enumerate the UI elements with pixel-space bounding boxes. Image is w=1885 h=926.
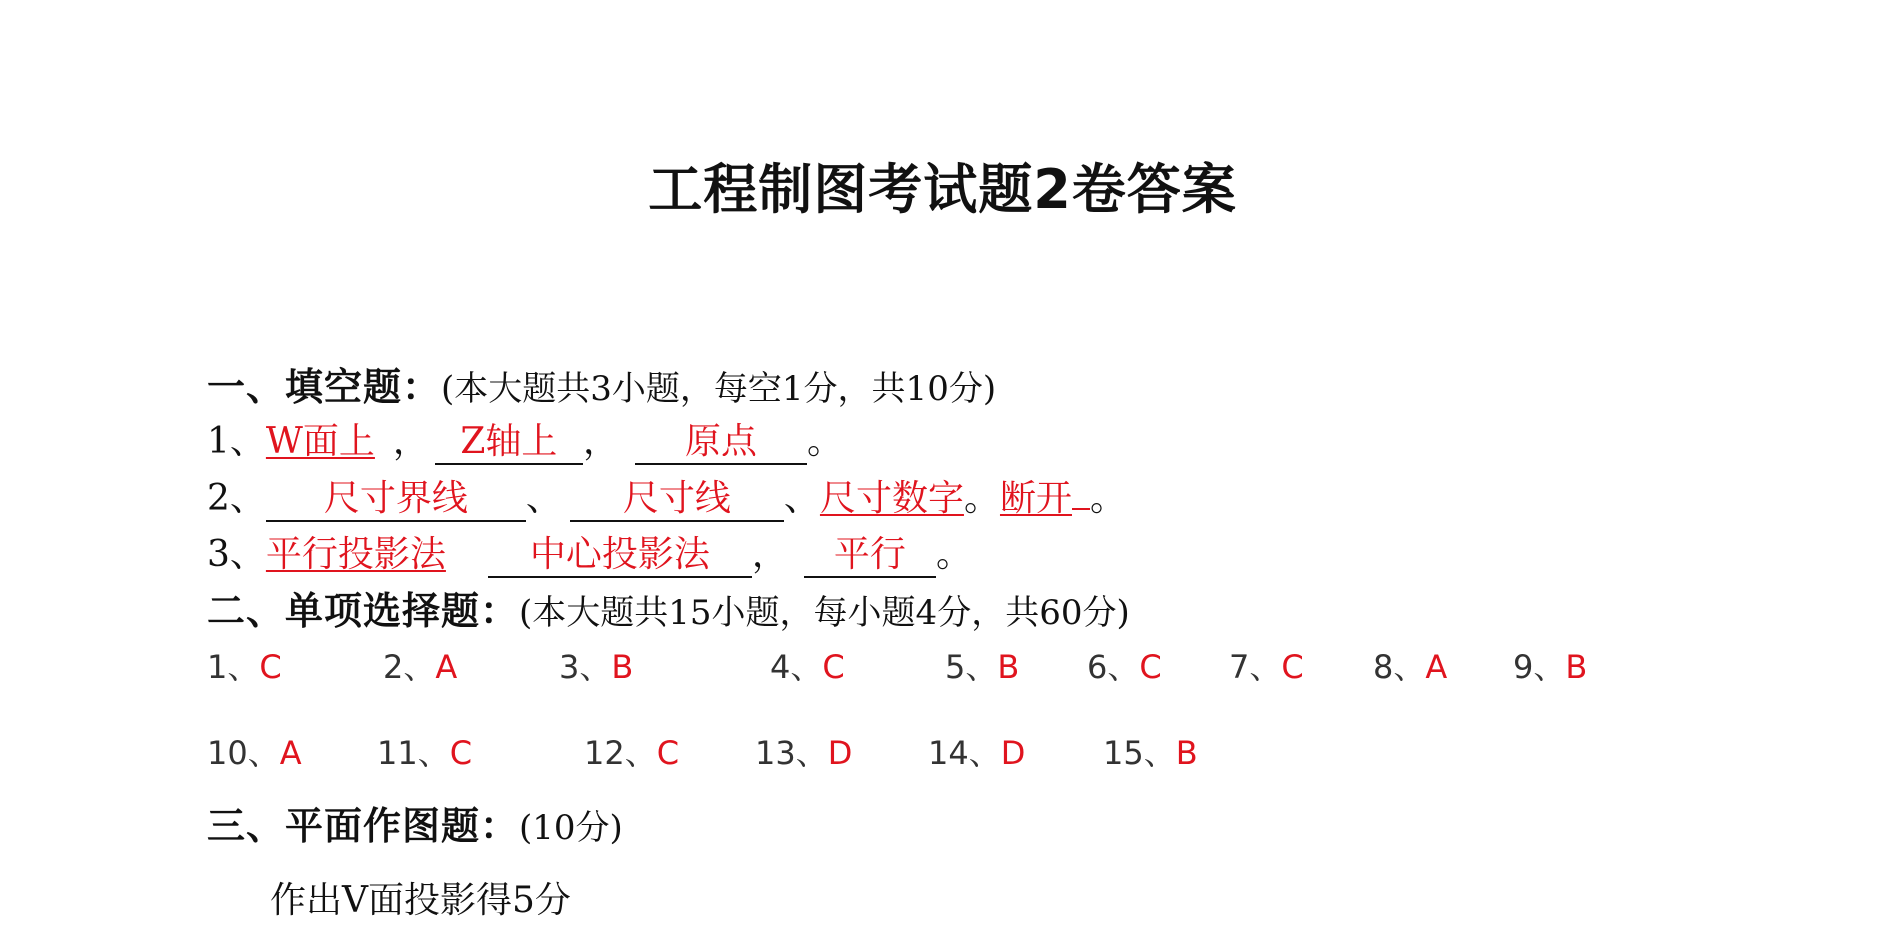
end-mark: 。 xyxy=(935,534,972,575)
answer-origin: 原点 xyxy=(684,421,757,462)
choice-number: 11、 xyxy=(377,734,450,772)
section2-heading-colon: ： xyxy=(480,589,520,633)
choice-letter: A xyxy=(279,734,302,772)
answer-w-plane: W面上 xyxy=(265,421,375,462)
choice-letter: C xyxy=(1281,648,1304,686)
choice-answer xyxy=(1087,642,1162,692)
answer-dimension-number: 尺寸数字 xyxy=(819,478,964,519)
choice-number: 8、 xyxy=(1373,648,1426,686)
answer-blank xyxy=(488,533,752,578)
answer-z-axis: Z轴上 xyxy=(460,421,558,462)
choice-answer xyxy=(207,642,282,692)
choice-answer xyxy=(1373,642,1447,692)
answer-blank xyxy=(804,533,936,578)
answer-blank xyxy=(570,477,784,522)
choice-number: 12、 xyxy=(584,734,657,772)
choice-number: 9、 xyxy=(1513,648,1566,686)
choice-number: 15、 xyxy=(1103,734,1176,772)
section3-heading: 三、平面作图题 xyxy=(207,804,481,848)
answer-blank xyxy=(435,420,583,465)
end-mark: 。 xyxy=(1089,478,1126,519)
choice-answers-row-1 xyxy=(207,642,1677,692)
answer-parallel-projection: 平行投影法 xyxy=(265,534,446,575)
choice-answer xyxy=(584,728,679,778)
choice-number: 13、 xyxy=(755,734,828,772)
choice-letter: C xyxy=(656,734,680,772)
choice-letter: C xyxy=(1139,648,1162,686)
choice-answer xyxy=(928,728,1025,778)
choice-letter: A xyxy=(1425,648,1448,686)
question-number: 2、 xyxy=(207,478,266,519)
choice-answer xyxy=(559,642,633,692)
section2-heading-line xyxy=(207,586,1130,638)
separator: 。 xyxy=(963,478,1000,519)
separator: ， xyxy=(392,421,429,462)
separator: ， xyxy=(751,534,788,575)
end-mark: 。 xyxy=(806,421,843,462)
choice-number: 1、 xyxy=(207,648,260,686)
choice-letter: C xyxy=(822,648,845,686)
choice-number: 3、 xyxy=(559,648,612,686)
answer-dimension-line: 尺寸线 xyxy=(622,478,731,519)
choice-letter: D xyxy=(827,734,853,772)
underline-tail xyxy=(1072,473,1090,510)
section3-partial-text: 作出V面投影得5分 xyxy=(270,880,571,921)
choice-answers-row-2 xyxy=(207,728,1677,778)
choice-answer xyxy=(377,728,472,778)
answer-central-projection: 中心投影法 xyxy=(529,534,710,575)
fill-question-2 xyxy=(207,473,1126,524)
choice-letter: C xyxy=(449,734,473,772)
answer-extension-line: 尺寸界线 xyxy=(323,478,468,519)
section2-note: (本大题共15小题，每小题4分，共60分) xyxy=(519,593,1130,633)
choice-letter: B xyxy=(997,648,1020,686)
answer-break: 断开 xyxy=(999,478,1072,519)
choice-answer xyxy=(1229,642,1304,692)
separator: 、 xyxy=(525,478,562,519)
choice-number: 14、 xyxy=(928,734,1001,772)
choice-number: 10、 xyxy=(207,734,280,772)
question-number: 3、 xyxy=(207,534,266,575)
choice-answer xyxy=(755,728,852,778)
choice-letter: A xyxy=(435,648,458,686)
choice-letter: D xyxy=(1000,734,1026,772)
choice-answer xyxy=(383,642,457,692)
choice-answer xyxy=(207,728,302,778)
section1-note: (本大题共3小题，每空1分，共10分) xyxy=(441,369,997,409)
choice-number: 7、 xyxy=(1229,648,1282,686)
choice-answer xyxy=(1103,728,1198,778)
document-title: 工程制图考试题2卷答案 xyxy=(648,158,1237,221)
separator: ， xyxy=(582,421,619,462)
section1-heading-colon: ： xyxy=(402,365,442,409)
answer-blank xyxy=(266,477,526,522)
fill-question-3 xyxy=(207,530,972,580)
separator: 、 xyxy=(783,478,820,519)
choice-answer xyxy=(1513,642,1587,692)
choice-number: 6、 xyxy=(1087,648,1140,686)
choice-letter: B xyxy=(1565,648,1588,686)
section1-heading-line xyxy=(207,362,996,414)
choice-number: 2、 xyxy=(383,648,436,686)
section3-note: (10分) xyxy=(519,808,623,848)
question-number: 1、 xyxy=(207,421,266,462)
answer-blank xyxy=(635,420,807,465)
section3-heading-line xyxy=(207,801,623,853)
section1-heading: 一、填空题 xyxy=(207,365,403,409)
choice-letter: C xyxy=(259,648,282,686)
section2-heading: 二、单项选择题 xyxy=(207,589,481,633)
choice-answer xyxy=(945,642,1019,692)
answer-parallel: 平行 xyxy=(833,534,906,575)
choice-letter: B xyxy=(1175,734,1198,772)
choice-number: 4、 xyxy=(770,648,823,686)
choice-number: 5、 xyxy=(945,648,998,686)
choice-answer xyxy=(770,642,845,692)
fill-question-1 xyxy=(207,417,843,467)
choice-letter: B xyxy=(611,648,634,686)
section3-heading-colon: ： xyxy=(480,804,520,848)
